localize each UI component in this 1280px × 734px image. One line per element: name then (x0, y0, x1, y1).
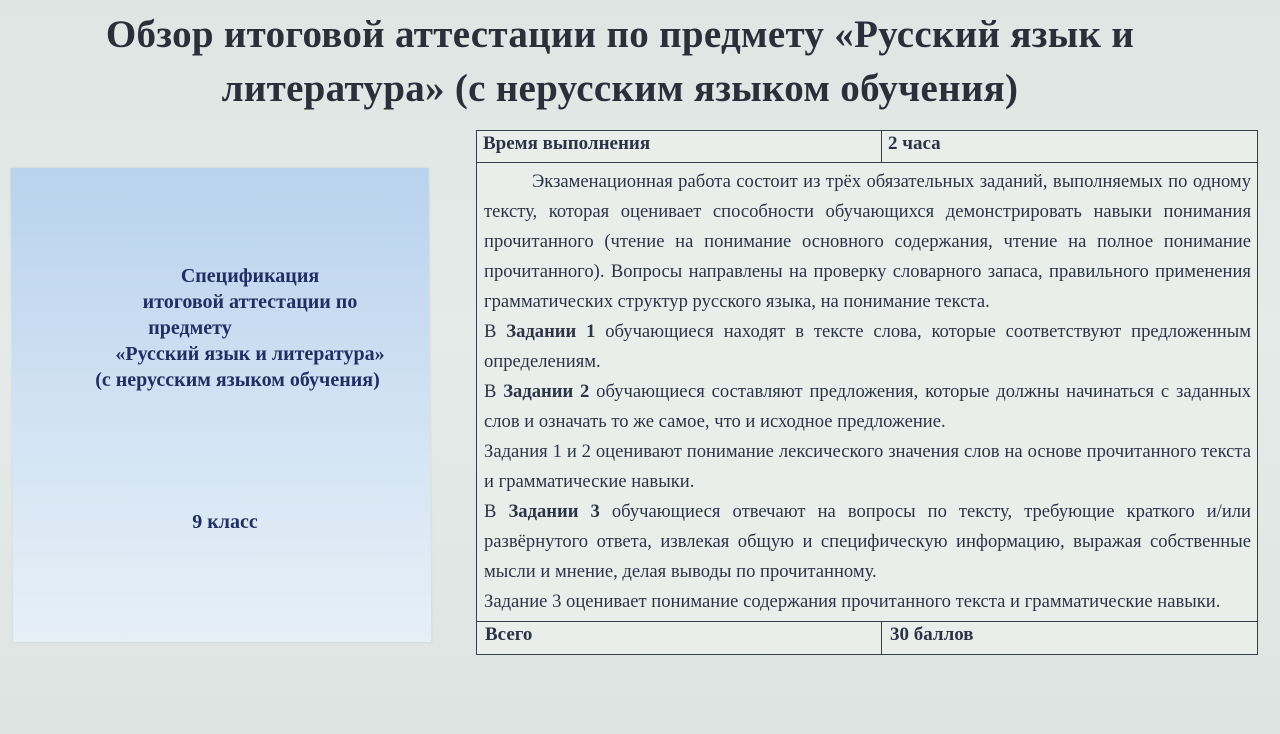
task-3-text: обучающиеся отвечают на вопросы по тексту, требующие краткого и/или развёрнутого ответа, извлекая общую и специфическую информацию, выражая собственные мысли и мнение, делая выводы по прочитанному. (484, 501, 1251, 582)
task-1-title: Задании 1 (506, 321, 596, 342)
table-row-total (477, 622, 1258, 655)
slide-title (20, 8, 1220, 116)
spec-line-5: (с нерусским языком обучения) (95, 369, 380, 391)
duration-value-cell: 2 часа (882, 131, 1258, 163)
task-2-title: Задании 2 (503, 381, 590, 402)
spec-line-3: предмету (148, 317, 232, 339)
task-2-paragraph (484, 377, 1251, 437)
task-3-paragraph (484, 497, 1251, 587)
table-row-description (477, 163, 1258, 622)
task-1-prefix: В (484, 321, 507, 342)
specification-panel (11, 168, 431, 642)
slide-title-line-1: Обзор итоговой аттестации по предмету «Русский язык и (105, 13, 1135, 56)
intro-paragraph: Экзаменационная работа состоит из трёх обязательных заданий, выполняемых по одному тексту, которая оценивает способности обучающихся демонстрировать навыки понимания прочитанного (чтение на понимание основного содержания, чтение на полное понимание прочитанного). Вопросы направлены на проверку словарного запаса, правильного применения грамматических структур русского языка, на понимание текста. (484, 171, 1251, 312)
grade-label: 9 класс (192, 511, 258, 533)
task-3-title: Задании 3 (508, 501, 600, 522)
total-value-cell: 30 баллов (882, 622, 1258, 655)
slide-title-line-2: литература» (с нерусским языком обучения) (221, 67, 1019, 110)
task-2-prefix: В (484, 381, 504, 402)
task-3-prefix: В (484, 501, 509, 522)
spec-line-2: итоговой аттестации по (142, 291, 358, 313)
task-2-text: обучающиеся составляют предложения, которые должны начинаться с заданных слов и означать то же самое, что и исходное предложение. (484, 381, 1251, 432)
duration-label-cell: Время выполнения (477, 131, 882, 163)
spec-line-1: Спецификация (180, 265, 320, 287)
task-3-assessment: Задание 3 оценивает понимание содержания прочитанного текста и грамматические навыки. (484, 591, 1221, 612)
exam-overview-table (476, 130, 1258, 655)
tasks-1-2-assessment: Задания 1 и 2 оценивают понимание лексического значения слов на основе прочитанного текста и грамматические навыки. (484, 441, 1251, 492)
description-cell (477, 163, 1258, 622)
task-1-paragraph (484, 317, 1251, 377)
task-1-text: обучающиеся находят в тексте слова, которые соответствуют предложенным определениям. (484, 321, 1251, 372)
specification-caption (60, 263, 440, 393)
total-label-cell: Всего (477, 622, 882, 655)
spec-line-4: «Русский язык и литература» (115, 343, 385, 365)
table-row-header (477, 131, 1258, 163)
